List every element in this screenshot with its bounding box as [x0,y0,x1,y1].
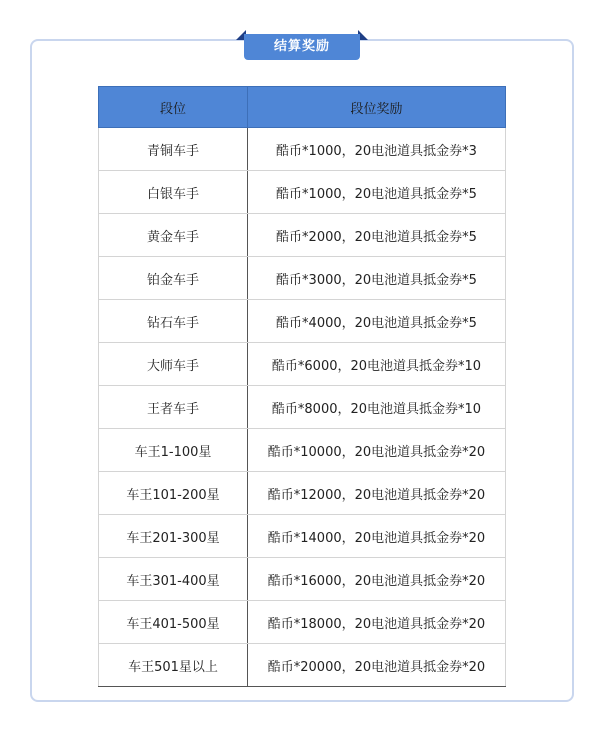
table-row [99,386,506,429]
reward-cell: 酷币*6000，20电池道具抵金券*10 [248,343,506,386]
table-header-row [99,87,506,128]
reward-cell: 酷币*14000，20电池道具抵金券*20 [248,515,506,558]
reward-cell: 酷币*1000，20电池道具抵金券*5 [248,171,506,214]
reward-cell: 酷币*12000，20电池道具抵金券*20 [248,472,506,515]
rank-cell: 车王301-400星 [99,558,248,601]
rank-cell: 黄金车手 [99,214,248,257]
rank-cell: 车王401-500星 [99,601,248,644]
header-reward: 段位奖励 [248,87,506,128]
reward-cell: 酷币*18000，20电池道具抵金券*20 [248,601,506,644]
table-row [99,429,506,472]
reward-cell: 酷币*16000，20电池道具抵金券*20 [248,558,506,601]
reward-table [98,86,506,687]
reward-cell: 酷币*2000，20电池道具抵金券*5 [248,214,506,257]
table-row [99,601,506,644]
table-row [99,558,506,601]
table-row [99,214,506,257]
rank-cell: 铂金车手 [99,257,248,300]
reward-cell: 酷币*20000，20电池道具抵金券*20 [248,644,506,687]
table-row [99,343,506,386]
rank-cell: 王者车手 [99,386,248,429]
reward-cell: 酷币*3000，20电池道具抵金券*5 [248,257,506,300]
rank-cell: 车王101-200星 [99,472,248,515]
header-rank: 段位 [99,87,248,128]
title-banner [236,30,368,60]
rank-cell: 大师车手 [99,343,248,386]
rank-cell: 车王201-300星 [99,515,248,558]
table-row [99,257,506,300]
rank-cell: 白银车手 [99,171,248,214]
table-row [99,300,506,343]
rank-cell: 钻石车手 [99,300,248,343]
reward-cell: 酷币*1000，20电池道具抵金券*3 [248,128,506,171]
table-row [99,171,506,214]
table-row [99,472,506,515]
rank-cell: 车王1-100星 [99,429,248,472]
rank-cell: 车王501星以上 [99,644,248,687]
table-row [99,644,506,687]
reward-cell: 酷币*4000，20电池道具抵金券*5 [248,300,506,343]
table-row [99,515,506,558]
reward-cell: 酷币*8000，20电池道具抵金券*10 [248,386,506,429]
rank-cell: 青铜车手 [99,128,248,171]
section-title: 结算奖励 [244,34,360,60]
table-row [99,128,506,171]
reward-cell: 酷币*10000，20电池道具抵金券*20 [248,429,506,472]
